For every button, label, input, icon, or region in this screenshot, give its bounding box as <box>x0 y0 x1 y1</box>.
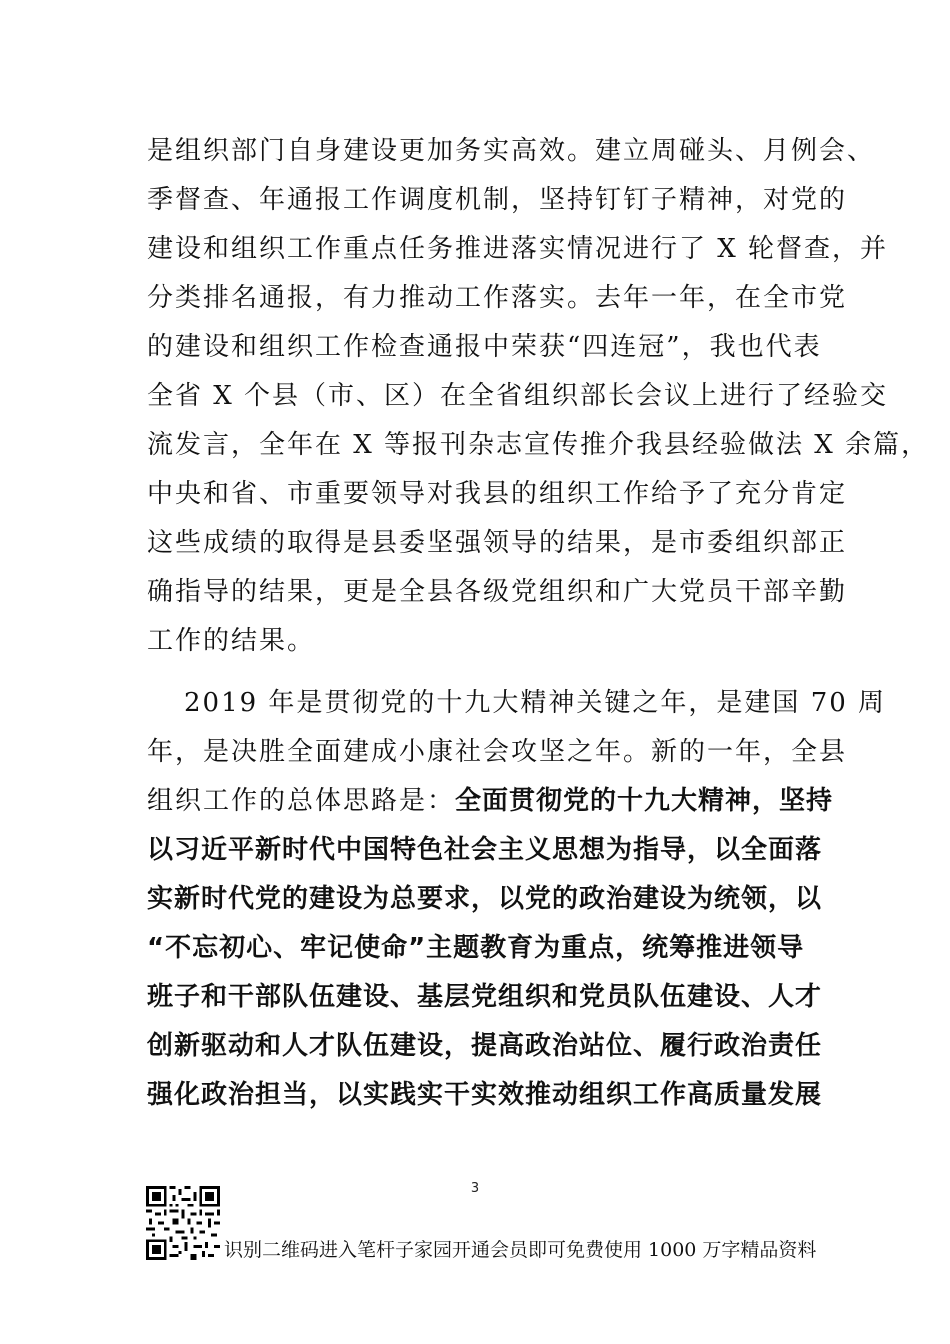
paragraph-line: 确指导的结果，更是全县各级党组织和广大党员干部辛勤 <box>147 577 848 607</box>
paragraph-line-mixed <box>147 785 834 817</box>
paragraph-line: 年，是决胜全面建成小康社会攻坚之年。新的一年，全县 <box>147 737 848 767</box>
emphasized-line: 班子和干部队伍建设、基层党组织和党员队伍建设、人才 <box>147 982 823 1012</box>
paragraph-line: 工作的结果。 <box>147 626 316 656</box>
qr-code-icon[interactable] <box>146 1186 220 1260</box>
lead-in-text: 组织工作的总体思路是： <box>147 786 456 816</box>
paragraph-line: 全省 X 个县（市、区）在全省组织部长会议上进行了经验交 <box>147 381 889 411</box>
paragraph-line: 季督查、年通报工作调度机制，坚持钉钉子精神，对党的 <box>147 185 848 215</box>
emphasized-line: 以习近平新时代中国特色社会主义思想为指导，以全面落 <box>147 835 823 865</box>
paragraph-line: 中央和省、市重要领导对我县的组织工作给予了充分肯定 <box>147 479 848 509</box>
paragraph-line: 分类排名通报，有力推动工作落实。去年一年，在全市党 <box>147 283 848 313</box>
paragraph-line: 这些成绩的取得是县委坚强领导的结果，是市委组织部正 <box>147 528 848 558</box>
emphasized-text: 全面贯彻党的十九大精神，坚持 <box>455 786 834 816</box>
emphasized-line: “不忘初心、牢记使命”主题教育为重点，统筹推进领导 <box>147 933 805 963</box>
paragraph-line: 流发言，全年在 X 等报刊杂志宣传推介我县经验做法 X 余篇， <box>147 430 930 460</box>
emphasized-line: 创新驱动和人才队伍建设，提高政治站位、履行政治责任 <box>147 1031 823 1061</box>
footer-promo-text: 识别二维码进入笔杆子家园开通会员即可免费使用 1000 万字精品资料 <box>224 1239 817 1261</box>
emphasized-line: 强化政治担当，以实践实干实效推动组织工作高质量发展 <box>147 1080 823 1110</box>
paragraph-line: 2019 年是贯彻党的十九大精神关键之年，是建国 70 周 <box>184 688 887 718</box>
page-number: 3 <box>470 1181 480 1196</box>
emphasized-line: 实新时代党的建设为总要求，以党的政治建设为统领，以 <box>147 884 823 914</box>
paragraph-line: 是组织部门自身建设更加务实高效。建立周碰头、月例会、 <box>147 136 876 166</box>
paragraph-line: 建设和组织工作重点任务推进落实情况进行了 X 轮督查，并 <box>147 234 889 264</box>
paragraph-line: 的建设和组织工作检查通报中荣获“四连冠”，我也代表 <box>147 332 822 362</box>
